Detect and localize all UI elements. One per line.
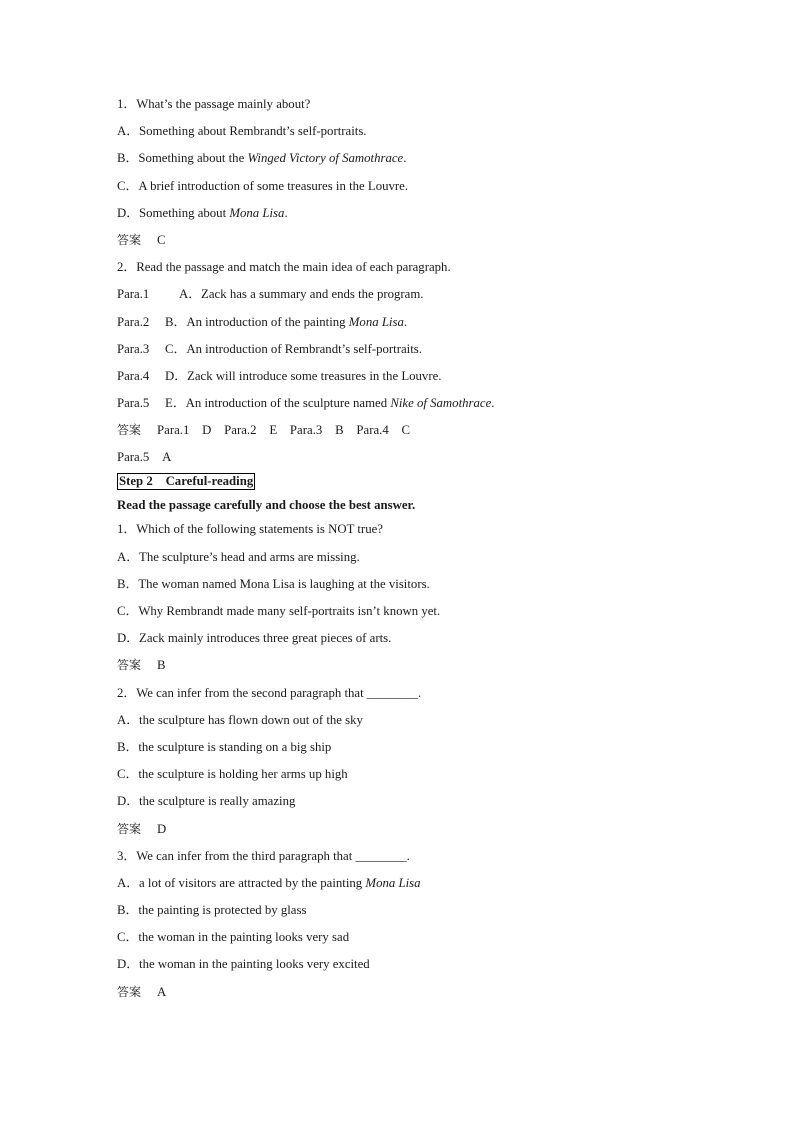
match-row: Para.1 A．Zack has a summary and ends the program.: [117, 287, 424, 302]
option-c: C．A brief introduction of some treasures in the Louvre.: [117, 178, 409, 193]
answer-label: 答案: [117, 658, 142, 673]
option-c: C．the sculpture is holding her arms up high: [117, 767, 348, 782]
option-d: D．the sculpture is really amazing: [117, 794, 296, 809]
answer-label: 答案: [117, 821, 142, 836]
question-stem: 1．Which of the following statements is NOT true?: [117, 522, 383, 537]
option-c: C．the woman in the painting looks very sad: [117, 930, 350, 945]
option-d: D．the woman in the painting looks very excited: [117, 957, 370, 972]
answer-value: B: [157, 658, 166, 673]
answer-value: D: [157, 821, 167, 836]
question-stem: 2．Read the passage and match the main idea of each paragraph.: [117, 260, 451, 275]
match-row: Para.5 E．An introduction of the sculpture named Nike of Samothrace.: [117, 396, 495, 411]
option-a: A．a lot of visitors are attracted by the painting Mona Lisa: [117, 875, 421, 890]
answer-value: A: [157, 984, 167, 999]
answer-label: 答案: [117, 984, 142, 999]
match-row: Para.3 C．An introduction of Rembrandt’s self-portraits.: [117, 341, 422, 356]
option-d: D．Zack mainly introduces three great pieces of arts.: [117, 631, 392, 646]
step-title: Step 2 Careful-reading: [119, 474, 254, 489]
question-stem: 2．We can infer from the second paragraph that ________.: [117, 685, 422, 700]
answer-line: [117, 821, 717, 848]
question-stem: 3．We can infer from the third paragraph that ________.: [117, 848, 410, 863]
option-b: B．the sculpture is standing on a big ship: [117, 739, 332, 754]
answer-line: [117, 422, 717, 449]
match-row: Para.2 B．An introduction of the painting Mona Lisa.: [117, 314, 408, 329]
option-b: B．The woman named Mona Lisa is laughing at the visitors.: [117, 576, 430, 591]
option-a: A．the sculpture has flown down out of the sky: [117, 712, 363, 727]
answer-label: 答案: [117, 423, 142, 438]
step-heading: [117, 473, 717, 497]
option-c: C．Why Rembrandt made many self-portraits isn’t known yet.: [117, 604, 441, 618]
option-b: B．Something about the Winged Victory of Samothrace.: [117, 151, 407, 166]
document-page: [117, 96, 717, 1011]
match-row: Para.4 D．Zack will introduce some treasures in the Louvre.: [117, 368, 442, 383]
answer-line: [117, 984, 717, 1011]
answer-value: Para.1 D Para.2 E Para.3 B Para.4 C: [157, 423, 411, 438]
answer-label: 答案: [117, 232, 142, 247]
option-a: A．The sculpture’s head and arms are missing.: [117, 549, 360, 564]
answer-line: [117, 232, 717, 259]
answer-value: C: [157, 232, 166, 247]
answer-line: [117, 657, 717, 684]
question-stem: 1．What’s the passage mainly about?: [117, 97, 311, 111]
instruction: Read the passage carefully and choose the best answer.: [117, 498, 416, 513]
answer-line-continued: Para.5 A: [117, 450, 172, 465]
option-d: D．Something about Mona Lisa.: [117, 205, 288, 220]
option-a: A．Something about Rembrandt’s self-portraits.: [117, 124, 367, 139]
option-b: B．the painting is protected by glass: [117, 903, 307, 918]
